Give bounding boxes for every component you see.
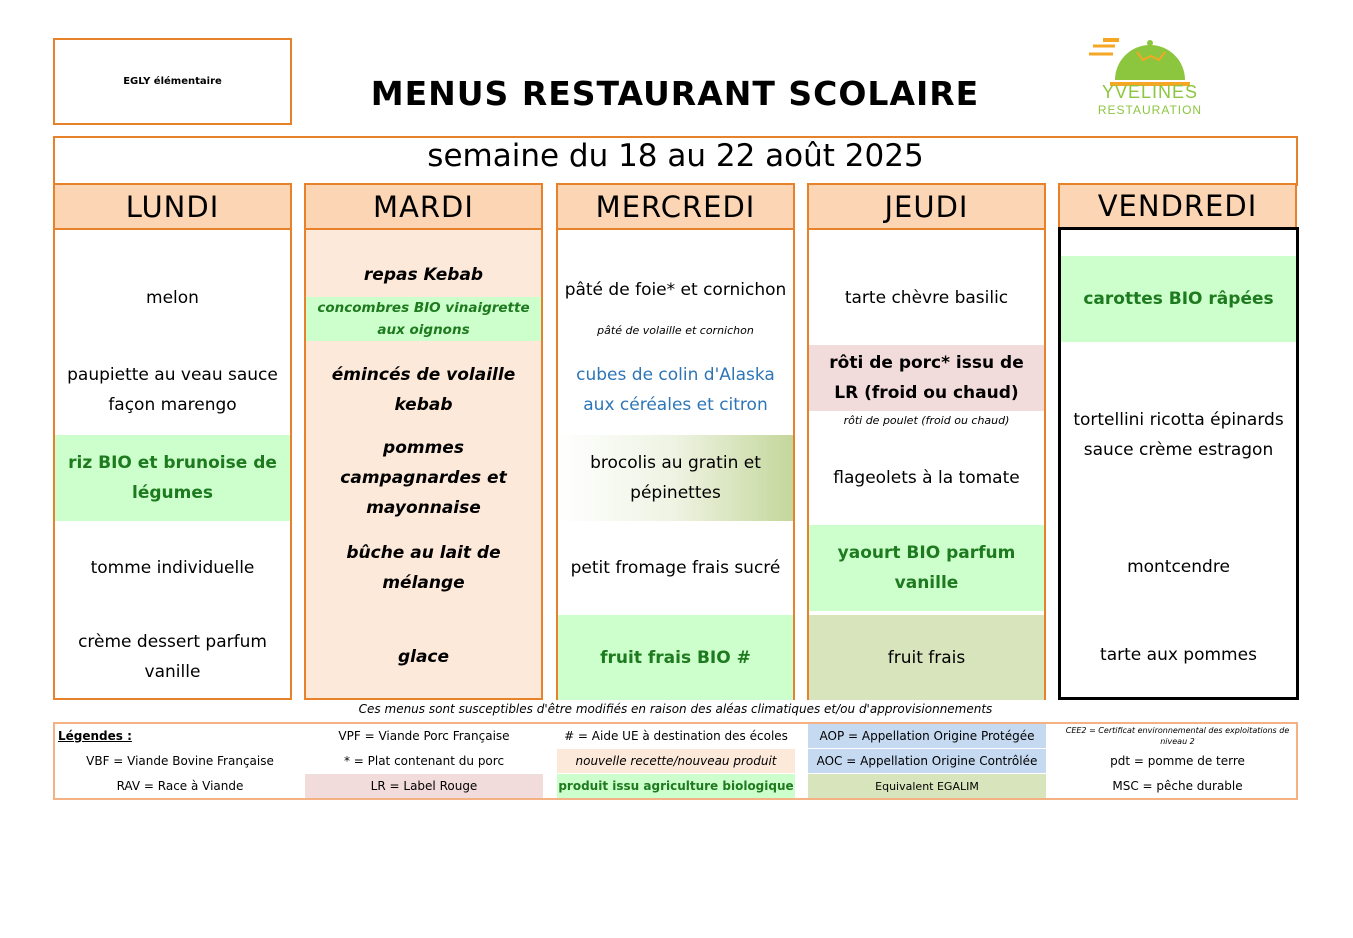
side-jeudi (809, 435, 1044, 521)
dessert-jeudi-text: fruit frais (887, 647, 966, 668)
school-name-box (53, 38, 292, 125)
dessert-mercredi (558, 615, 793, 700)
day-header-mardi: MARDI (306, 185, 541, 230)
starter-mercredi-text: pâté de foie* et cornichon (564, 280, 787, 300)
starter-jeudi (809, 255, 1044, 341)
dessert-mercredi-text: fruit frais BIO # (600, 647, 751, 668)
school-name: EGLY élémentaire (123, 76, 222, 87)
main-mardi (306, 345, 541, 435)
side-lundi-text: riz BIO et brunoise de légumes (68, 453, 277, 503)
side-jeudi-text: flageolets à la tomate (833, 468, 1020, 488)
dessert-jeudi (809, 615, 1044, 700)
legend-vpf: VPF = Viande Porc Française (338, 729, 510, 743)
main-alt-jeudi-text: rôti de poulet (froid ou chaud) (843, 414, 1010, 427)
cheese-jeudi (809, 525, 1044, 611)
main-vendredi-text: tortellini ricotta épinards sauce crème estragon (1073, 410, 1284, 460)
side-mercredi-text: brocolis au gratin et pépinettes (590, 453, 761, 503)
legend-msc: MSC = pêche durable (1112, 779, 1243, 793)
logo-text-restauration: RESTAURATION (1097, 103, 1203, 117)
cheese-lundi (55, 523, 290, 613)
legend-aoc: AOC = Appellation Origine Contrôlée (808, 749, 1046, 773)
day-header-vendredi: VENDREDI (1060, 185, 1295, 227)
cheese-jeudi-text: yaourt BIO parfum vanille (837, 543, 1016, 593)
legend-title: Légendes : (58, 729, 132, 743)
cheese-mercredi (558, 523, 793, 613)
dessert-lundi (55, 613, 290, 700)
week-label: semaine du 18 au 22 août 2025 (427, 138, 924, 174)
main-jeudi (809, 345, 1044, 411)
cheese-mardi-text: bûche au lait de mélange (346, 543, 501, 593)
legend-vbf: VBF = Viande Bovine Française (86, 754, 274, 768)
main-jeudi-text: rôti de porc* issu de LR (froid ou chaud) (829, 353, 1024, 403)
side-mardi (306, 435, 541, 521)
column-vendredi-header (1058, 183, 1297, 229)
starter-lundi (55, 255, 290, 341)
side-mardi-text: pommes campagnardes et mayonnaise (340, 438, 507, 518)
starter-alt-mercredi (558, 323, 793, 339)
dessert-mardi-text: glace (397, 646, 450, 667)
cheese-vendredi-text: montcendre (1127, 557, 1230, 577)
starter-mardi-text: repas Kebab (363, 265, 484, 285)
side-lundi (55, 435, 290, 521)
main-mercredi (558, 345, 793, 435)
main-lundi-text: paupiette au veau sauce façon marengo (67, 365, 278, 415)
column-mardi (304, 183, 543, 700)
main-lundi (55, 345, 290, 435)
legend-rav: RAV = Race à Viande (116, 779, 244, 793)
legend-pdt: pdt = pomme de terre (1110, 754, 1245, 768)
starter-sub-mardi-text: concombres BIO vinaigrette aux oignons (317, 300, 530, 338)
cheese-lundi-text: tomme individuelle (90, 558, 255, 578)
legend-ue: # = Aide UE à destination des écoles (564, 729, 788, 743)
starter-mercredi (558, 255, 793, 325)
disclaimer-note: Ces menus sont susceptibles d'être modifiés en raison des aléas climatiques et/ou d'approvisionnements (358, 702, 993, 716)
legend-box (53, 722, 1298, 800)
column-jeudi (807, 183, 1046, 700)
main-vendredi (1061, 370, 1296, 500)
dessert-mardi (306, 613, 541, 700)
starter-vendredi-text: carottes BIO râpées (1083, 289, 1274, 309)
legend-egalim: Equivalent EGALIM (808, 774, 1046, 798)
column-vendredi (1058, 227, 1299, 700)
cloche-logo-icon (1085, 30, 1215, 90)
logo-text-yvelines: YVELINES (1101, 82, 1199, 102)
dessert-vendredi (1061, 612, 1296, 698)
starter-alt-mercredi-text: pâté de volaille et cornichon (597, 324, 754, 337)
main-mercredi-text: cubes de colin d'Alaska aux céréales et citron (576, 365, 775, 415)
starter-vendredi (1061, 256, 1296, 342)
main-alt-jeudi (809, 413, 1044, 429)
legend-new: nouvelle recette/nouveau produit (557, 749, 795, 773)
day-header-lundi: LUNDI (55, 185, 290, 230)
day-header-jeudi: JEUDI (809, 185, 1044, 230)
page-title: MENUS RESTAURANT SCOLAIRE (370, 74, 980, 113)
cheese-mercredi-text: petit fromage frais sucré (570, 558, 781, 578)
yvelines-restauration-logo (1085, 30, 1215, 125)
legend-porc: * = Plat contenant du porc (343, 754, 505, 768)
legend-aop: AOP = Appellation Origine Protégée (808, 724, 1046, 748)
legend-lr: LR = Label Rouge (305, 774, 543, 798)
column-lundi (53, 183, 292, 700)
starter-sub-mardi (306, 297, 541, 341)
column-mercredi (556, 183, 795, 700)
main-mardi-text: émincés de volaille kebab (331, 365, 516, 415)
legend-bio: produit issu agriculture biologique (557, 774, 795, 798)
dessert-lundi-text: crème dessert parfum vanille (78, 631, 267, 682)
day-header-mercredi: MERCREDI (558, 185, 793, 230)
cheese-vendredi (1061, 522, 1296, 612)
starter-lundi-text: melon (146, 288, 199, 308)
side-mercredi (558, 435, 793, 521)
starter-jeudi-text: tarte chèvre basilic (844, 288, 1009, 308)
dessert-vendredi-text: tarte aux pommes (1100, 645, 1257, 665)
cheese-mardi (306, 523, 541, 613)
starter-mardi (306, 255, 541, 295)
legend-cee2: CEE2 = Certificat environnemental des exploitations de niveau 2 (1065, 726, 1290, 746)
